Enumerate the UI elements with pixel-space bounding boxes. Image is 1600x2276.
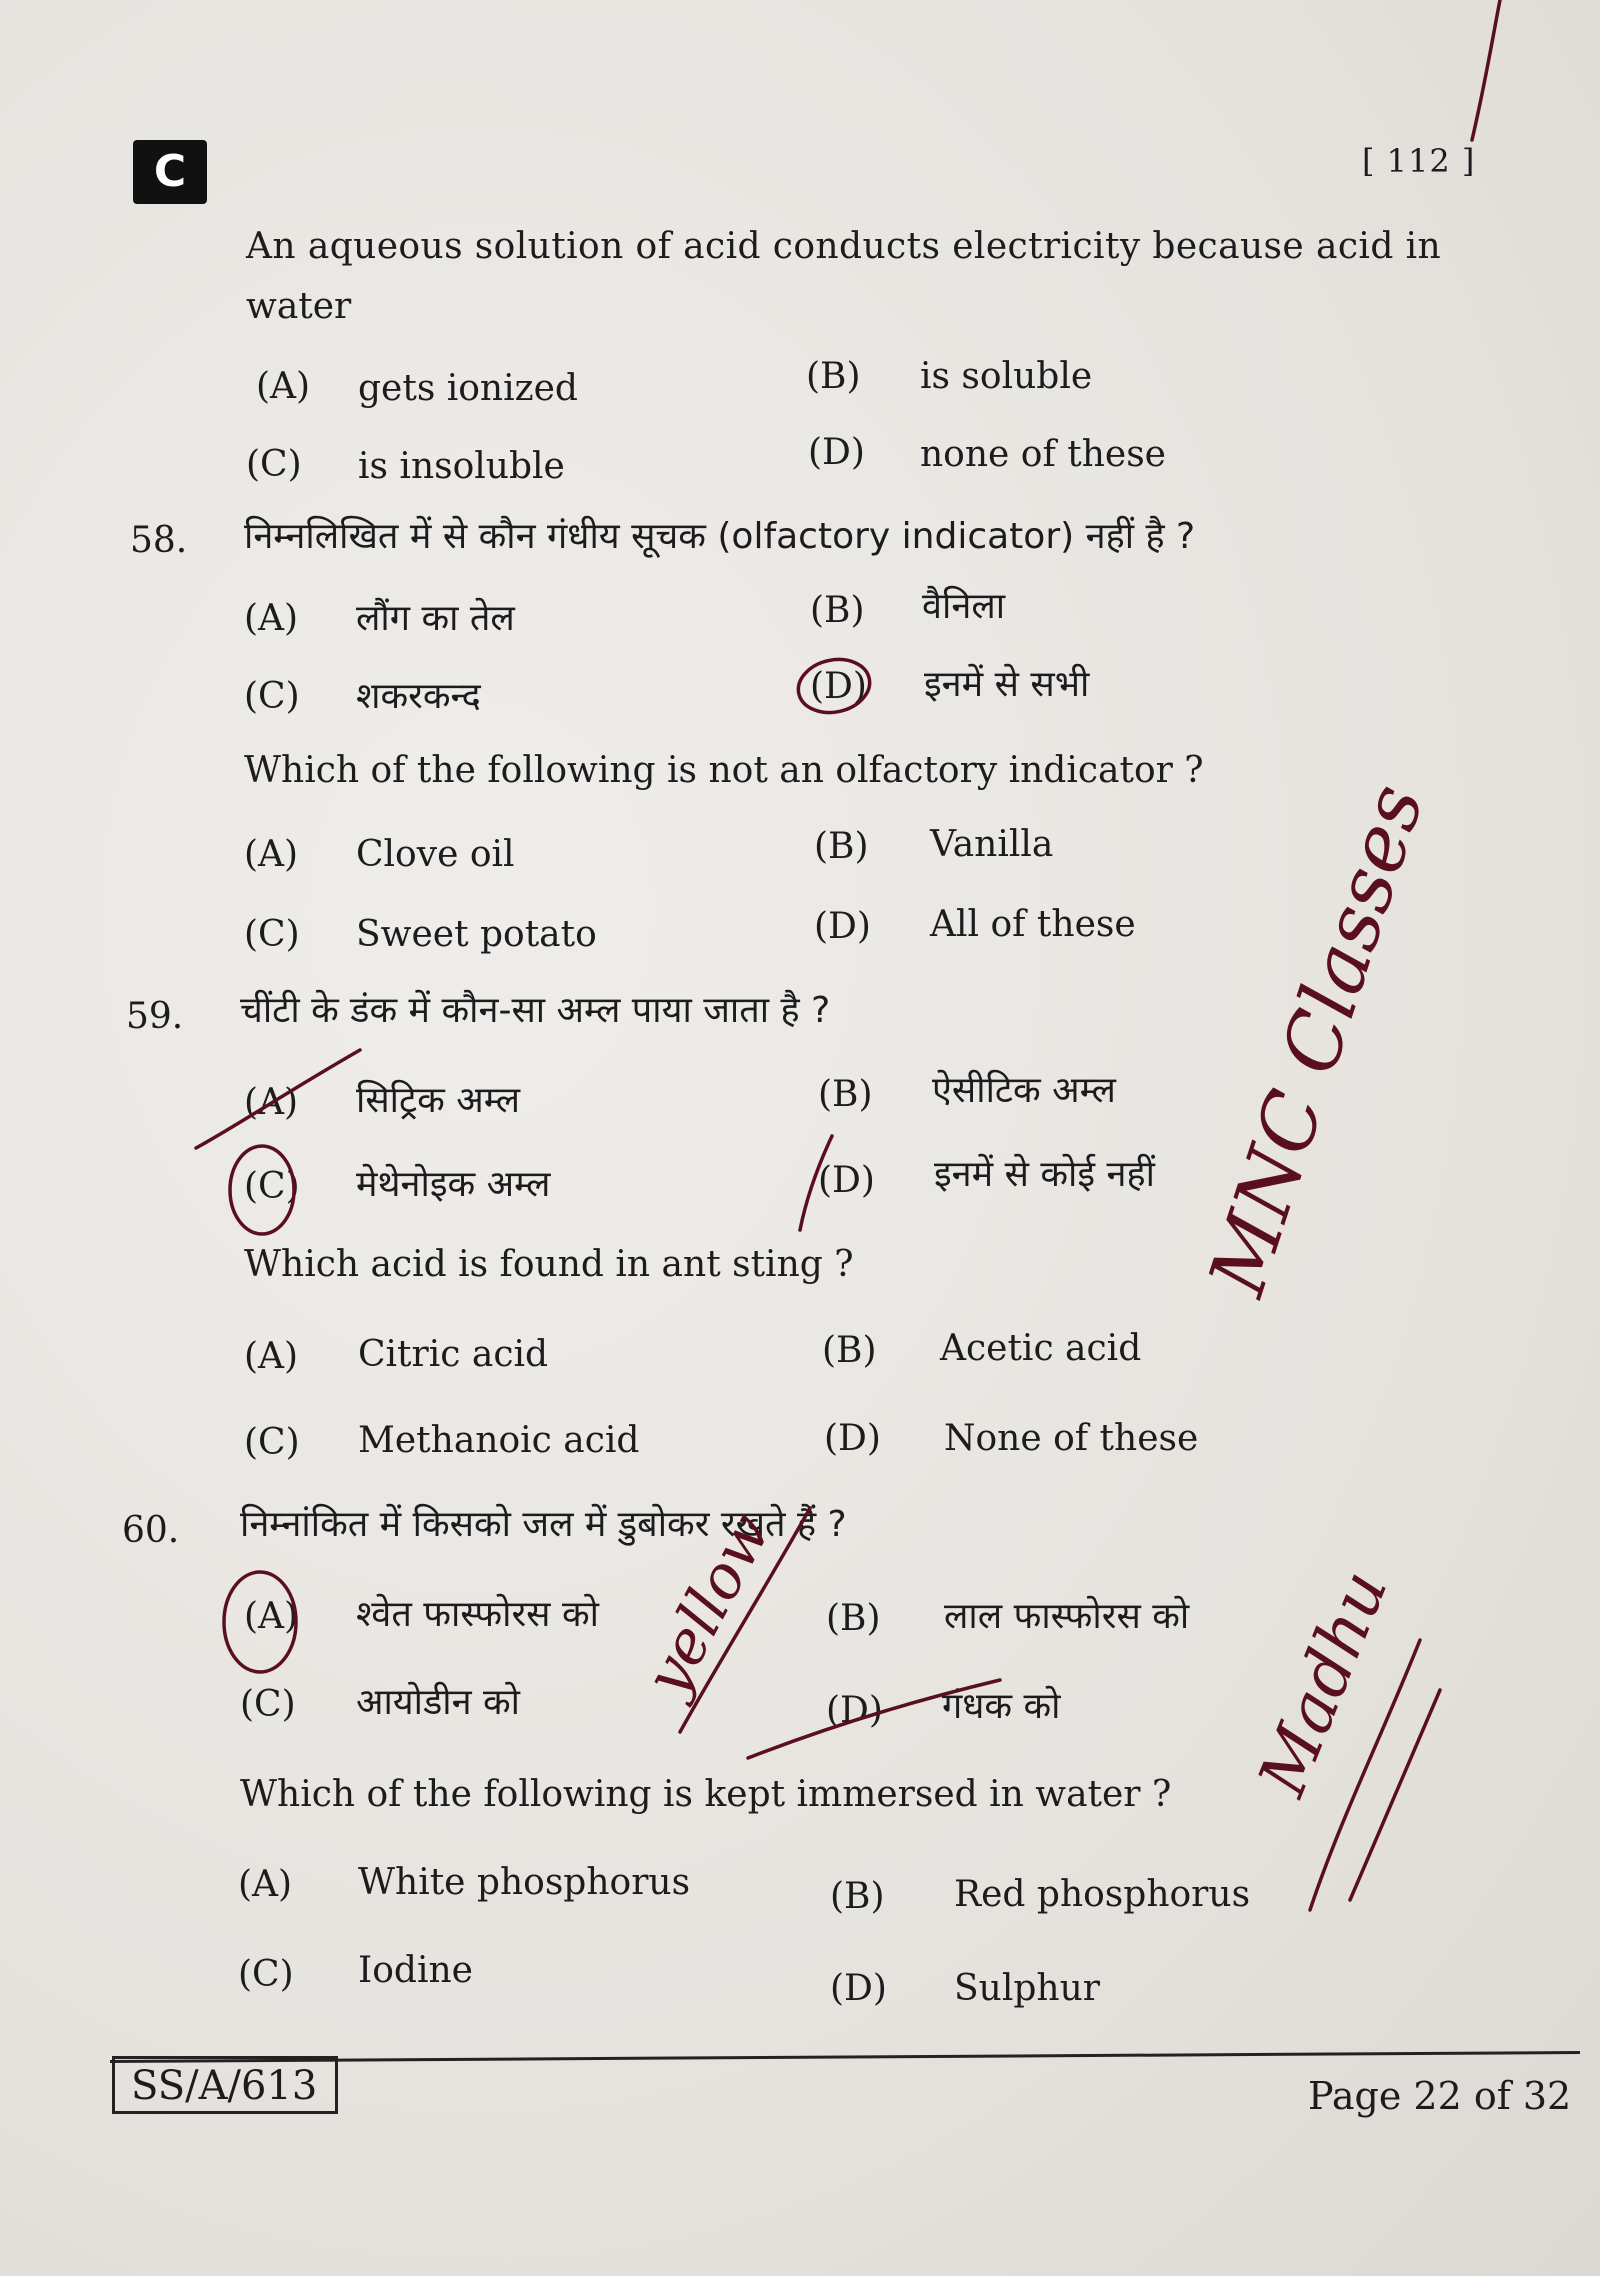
q57-option-d-label: (D): [808, 432, 865, 473]
handwritten-margin-note: MNC Classes: [1192, 774, 1442, 1306]
document-code: SS/A/613: [112, 2056, 338, 2114]
q59-hi-option-a-label: (A): [244, 1082, 299, 1123]
q59-hi-option-d-text: इनमें से कोई नहीं: [934, 1154, 1155, 1195]
set-badge: C: [133, 140, 207, 204]
handwritten-signature: Madhu: [1243, 1559, 1403, 1806]
q59-hi-option-c-label: (C): [244, 1166, 300, 1207]
q59-en-option-d-label: (D): [824, 1418, 881, 1459]
q60-en-option-b-text: Red phosphorus: [954, 1874, 1251, 1915]
q57-question-line1: An aqueous solution of acid conducts electricity because acid in: [246, 226, 1442, 267]
q58-en-option-a-text: Clove oil: [356, 834, 515, 875]
q60-strike-mark: [748, 1680, 1000, 1758]
q57-question-line2: water: [246, 286, 352, 327]
q60-hi-option-c-text: आयोडीन को: [356, 1682, 520, 1723]
q58-en-option-d-label: (D): [814, 906, 871, 947]
q58-hi-option-b-text: वैनिला: [922, 586, 1006, 627]
page-code-number: [ 112 ]: [1362, 142, 1476, 180]
q60-en-option-a-text: White phosphorus: [358, 1862, 691, 1903]
q58-en-option-d-text: All of these: [930, 904, 1136, 945]
q59-en-option-b-label: (B): [822, 1330, 877, 1371]
q59-en-option-a-text: Citric acid: [358, 1334, 549, 1375]
q60-english-question: Which of the following is kept immersed in water ?: [240, 1774, 1172, 1815]
q60-hi-option-a-text: श्वेत फास्फोरस को: [356, 1594, 599, 1635]
q60-hi-option-d-label: (D): [826, 1690, 883, 1731]
margin-slash-top: [1472, 0, 1500, 140]
page-number: Page 22 of 32: [1308, 2074, 1572, 2118]
q58-answer-circle: [793, 653, 874, 719]
q60-hi-option-c-label: (C): [240, 1684, 296, 1725]
q58-en-option-b-text: Vanilla: [930, 824, 1054, 865]
q57-option-a-label: (A): [256, 366, 311, 407]
q59-hi-option-d-label: (D): [818, 1160, 875, 1201]
q57-option-d-text: none of these: [920, 434, 1166, 475]
q59-hindi-question: चींटी के डंक में कौन-सा अम्ल पाया जाता है ?: [240, 990, 831, 1031]
q60-en-option-d-label: (D): [830, 1968, 887, 2009]
q58-hi-option-d-label: (D): [810, 666, 867, 707]
q58-english-question: Which of the following is not an olfactory indicator ?: [244, 750, 1204, 791]
q57-option-c-text: is insoluble: [358, 446, 565, 487]
q59-hi-option-b-label: (B): [818, 1074, 873, 1115]
q60-en-option-a-label: (A): [238, 1864, 293, 1905]
q59-en-option-c-text: Methanoic acid: [358, 1420, 640, 1461]
q58-hi-option-d-text: इनमें से सभी: [924, 664, 1090, 705]
q58-en-option-b-label: (B): [814, 826, 869, 867]
q59-hi-option-c-text: मेथेनोइक अम्ल: [356, 1164, 551, 1205]
q59-en-option-a-label: (A): [244, 1336, 299, 1377]
handwritten-annotation-q60: yellow: [631, 1501, 785, 1708]
signature-slash-2: [1350, 1690, 1440, 1900]
q59-en-option-d-text: None of these: [944, 1418, 1199, 1459]
q58-hi-option-c-label: (C): [244, 676, 300, 717]
q58-hi-option-b-label: (B): [810, 590, 865, 631]
q59-tick-mark: [196, 1050, 360, 1148]
q58-en-option-c-text: Sweet potato: [356, 914, 597, 955]
q60-en-option-c-text: Iodine: [358, 1950, 473, 1991]
q58-number: 58.: [130, 520, 188, 561]
q60-hi-option-b-text: लाल फास्फोरस को: [944, 1596, 1190, 1637]
q59-hi-option-a-text: सिट्रिक अम्ल: [356, 1080, 521, 1121]
q57-option-c-label: (C): [246, 444, 302, 485]
q59-en-option-c-label: (C): [244, 1422, 300, 1463]
q59-english-question: Which acid is found in ant sting ?: [244, 1244, 854, 1285]
q60-hi-option-d-text: गंधक को: [942, 1686, 1061, 1727]
q58-hi-option-c-text: शकरकन्द: [356, 676, 481, 717]
q59-slash-mark: [800, 1136, 832, 1230]
q57-option-b-label: (B): [806, 356, 861, 397]
q60-hi-option-a-label: (A): [244, 1596, 299, 1637]
q60-answer-circle: [224, 1572, 299, 1672]
q60-en-option-b-label: (B): [830, 1876, 885, 1917]
q60-number: 60.: [122, 1510, 180, 1551]
q58-hi-option-a-text: लौंग का तेल: [356, 598, 515, 639]
q59-answer-circle: [230, 1146, 294, 1234]
q57-option-b-text: is soluble: [920, 356, 1093, 397]
q57-option-a-text: gets ionized: [358, 368, 578, 409]
q60-hindi-question: निम्नांकित में किसको जल में डुबोकर रखते हैं ?: [240, 1504, 847, 1545]
q59-number: 59.: [126, 996, 184, 1037]
q58-en-option-c-label: (C): [244, 914, 300, 955]
q58-en-option-a-label: (A): [244, 834, 299, 875]
q59-en-option-b-text: Acetic acid: [940, 1328, 1142, 1369]
q58-hi-option-a-label: (A): [244, 598, 299, 639]
q58-hindi-question: निम्नलिखित में से कौन गंधीय सूचक (olfactory indicator) नहीं है ?: [244, 516, 1196, 557]
q60-en-option-d-text: Sulphur: [954, 1968, 1100, 2009]
q59-hi-option-b-text: ऐसीटिक अम्ल: [932, 1070, 1116, 1111]
q60-hi-option-b-label: (B): [826, 1598, 881, 1639]
q60-en-option-c-label: (C): [238, 1954, 294, 1995]
